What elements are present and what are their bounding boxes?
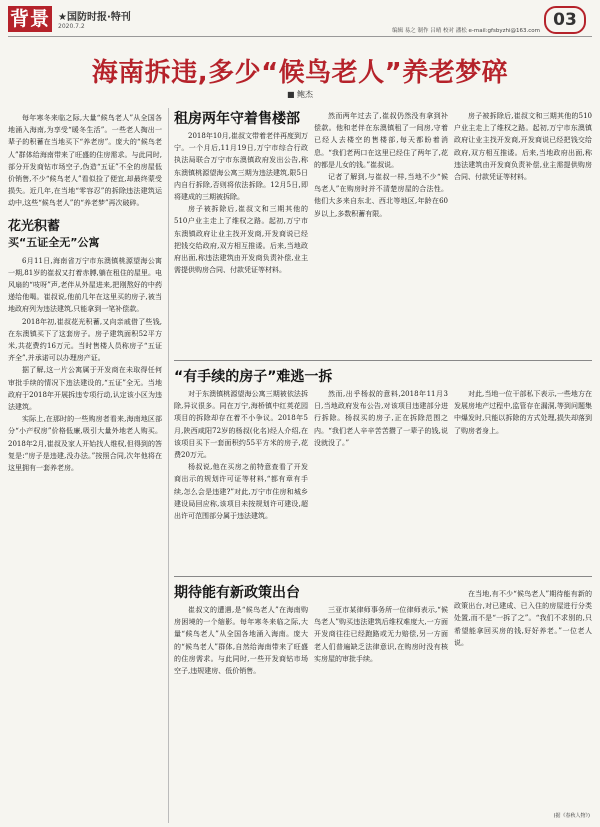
section-a-column-3	[454, 110, 592, 356]
issue-date: 2020.7.2	[58, 23, 85, 30]
paragraph: 然而两年过去了,崔叔仍然没有拿到补偿款。他和老伴在东澳镇租了一间房,守着已经人去楼空的售楼部,每天都盼着消息。“我们老两口在这里已经住了两年了,花的都是儿女的钱。”崔叔说。	[314, 112, 448, 169]
paragraph: 崔叔文的遭遇,是“候鸟老人”在海南购房困境的一个缩影。每年寒冬来临之际,大量“候鸟老人”从全国各地涌入海南。庞大的“候鸟老人”群体,自然给海南带来了旺盛的住房需求。与此同时,一些开发商钻市场空子,违规建房、低价销售。	[174, 606, 308, 676]
section-b-column-2	[314, 388, 448, 572]
left-column	[8, 112, 162, 817]
section-label: 背景	[9, 8, 50, 30]
section-b-column-3	[454, 388, 592, 572]
paragraph: 房子被拆除后,崔叔文和三期其他的510户业主走上了维权之路。起初,万宁市东澳镇政府让业主找开发商,开发商说已经把钱交给政府,双方相互推诿。后来,当地政府出面,称违法建筑由开发商负责补偿,业主需提供购房合同、付款凭证等材料。	[174, 205, 308, 275]
section-a-column-2	[314, 110, 448, 356]
section-heading-c: 期待能有新政策出台	[174, 585, 300, 601]
section-heading-a: 租房两年守着售楼部	[174, 111, 300, 127]
paragraph: 对于东澳镇桃源望海公寓三期被依法拆除,异议很多。同在万宁,海桥镇中红英花园项目的拆除却存在着不小争议。2018年5月,陕西咸阳72岁的杨叔(化名)经人介绍,在该项目买下一套面积约55平方米的房子,花费20万元。	[174, 390, 308, 460]
paragraph: 对此,当地一位干部私下表示,一些地方在发展房地产过程中,监管存在漏洞,等到问题集中爆发时,只能以拆除的方式处理,损失却落到了购房者身上。	[454, 390, 592, 435]
column-divider	[168, 108, 169, 823]
paragraph: 据了解,这一片公寓属于开发商在未取得任何审批手续的情况下违法建设的,“五证”全无。当地政府于2018年开展拆违专项行动,认定该小区为违法建筑。	[8, 366, 162, 412]
paragraph: 三亚市某律师事务所一位律师表示,“候鸟老人”购买违法建筑后维权难度大,一方面开发商往往已经跑路或无力赔偿,另一方面老人们普遍缺乏法律意识,在购房时没有核实房屋的审批手续。	[314, 606, 448, 663]
left-heading-1: 花光积蓄	[8, 218, 61, 234]
article-intro: 每年寒冬来临之际,大量“候鸟老人”从全国各地涌入海南,为享受“暖冬生活”。一些老人掏出一辈子的积蓄在当地买下“养老房”。庞大的“候鸟老人”群体给海南带来了旺盛的住房需求。与此同时,部分开发商钻市场空子,伪造“五证”不全的房屋低价销售,不少“候鸟老人”看似捡了便宜,却最终蒙受损失。近几年,在当地“零容忍”的拆除违法建筑运动中,这些“候鸟老人”的“养老梦”再次破碎。	[8, 114, 162, 208]
left-heading-2: 买“五证全无”公寓	[8, 235, 100, 249]
page-header	[8, 6, 592, 36]
paragraph: 杨叔说,他在买房之前特意查看了开发商出示的规划许可证等材料,“都有章有手续,怎么会是违建?”对此,万宁市住房和城乡建设局回应称,该项目未按规划许可建设,超出许可范围部分属于违法建筑。	[174, 463, 308, 521]
section-heading-b: “有手续的房子”难逃一拆	[174, 369, 333, 385]
paragraph: 2018年10月,崔叔文带着老伴再度到万宁。一个月后,11月19日,万宁市综合行政执法局联合万宁市东澳镇政府发出公告,称东澳镇桃源望海公寓三期为违法建筑,限5日内自行拆除,否则将依法拆除。12月5日,即将建成的三期被拆除。	[174, 132, 308, 202]
section-rule	[174, 576, 592, 577]
source-note: (据《春秋人物》)	[553, 813, 590, 819]
section-b-column-1	[174, 388, 308, 572]
paragraph: 2018年初,崔叔花光积蓄,又向亲戚借了些钱,在东澳镇买下了这套房子。房子建筑面积52平方米,共花费约16万元。当时售楼人员称房子“五证齐全”,并承诺可以办理房产证。	[8, 317, 162, 363]
paragraph: 在当地,有不少“候鸟老人”期待能有新的政策出台,对已建成、已入住的房屋进行分类处置,而不是“一拆了之”。“我们不求别的,只希望能拿回买房的钱,好好养老。”一位老人说。	[454, 590, 592, 647]
article-title: 海南拆违,多少“候鸟老人”养老梦碎	[91, 58, 509, 88]
paragraph: 房子被拆除后,崔叔文和三期其他的510户业主走上了维权之路。起初,万宁市东澳镇政府让业主找开发商,开发商说已经把钱交给政府,双方相互推诿。后来,当地政府出面,称违法建筑由开发商负责补偿,业主需提供购房合同、付款凭证等材料。	[454, 112, 592, 182]
header-rule	[8, 36, 592, 37]
paper-name: ★国防时报·特刊	[58, 12, 131, 23]
paragraph: 记者了解到,与崔叔一样,当地不少“候鸟老人”在购房时并不清楚房屋的合法性。他们大多来自东北、西北等地区,年龄在60岁以上,多数积蓄有限。	[314, 173, 448, 218]
page-number: 03	[544, 6, 586, 34]
article-byline: ■ 鲍杰	[286, 90, 314, 99]
section-a-column-1	[174, 130, 308, 356]
paragraph: 然而,出乎杨叔的意料,2018年11月3日,当地政府发布公告,对该项目违建部分进行拆除。杨叔买的房子,正在拆除范围之内。“我们老人辛辛苦苦攒了一辈子的钱,说没就没了。”	[314, 390, 448, 447]
section-c-column-1	[174, 604, 308, 810]
paragraph: 实际上,在那时的一些购房者看来,海南地区部分“小产权房”价格低廉,吸引大量外地老人购买。2018年2月,崔叔及家人开始找人维权,但得到的答复是:“房子是违建,没办法。”按照合同,次年他将在这里拥有一套养老房。	[8, 415, 162, 473]
section-c-column-2	[314, 604, 448, 810]
editor-info: 编辑 易之 制作 吕晴 校对 潘松 e-mail:gfsbyzhi@163.com	[392, 28, 540, 34]
section-rule	[174, 360, 592, 361]
section-c-column-3	[454, 588, 592, 810]
paragraph: 6月11日,海南省万宁市东澳镇桃源望海公寓一期,81岁的崔叔又打着赤膊,躺在租住的屋里。电风扇的“吱呀”声,老伴从外屋进来,把刚熬好的中药递给他喝。崔叔说,他前几年在这里买的房子,被当地政府列为违法建筑,只能拿到一笔补偿款。	[8, 256, 162, 314]
